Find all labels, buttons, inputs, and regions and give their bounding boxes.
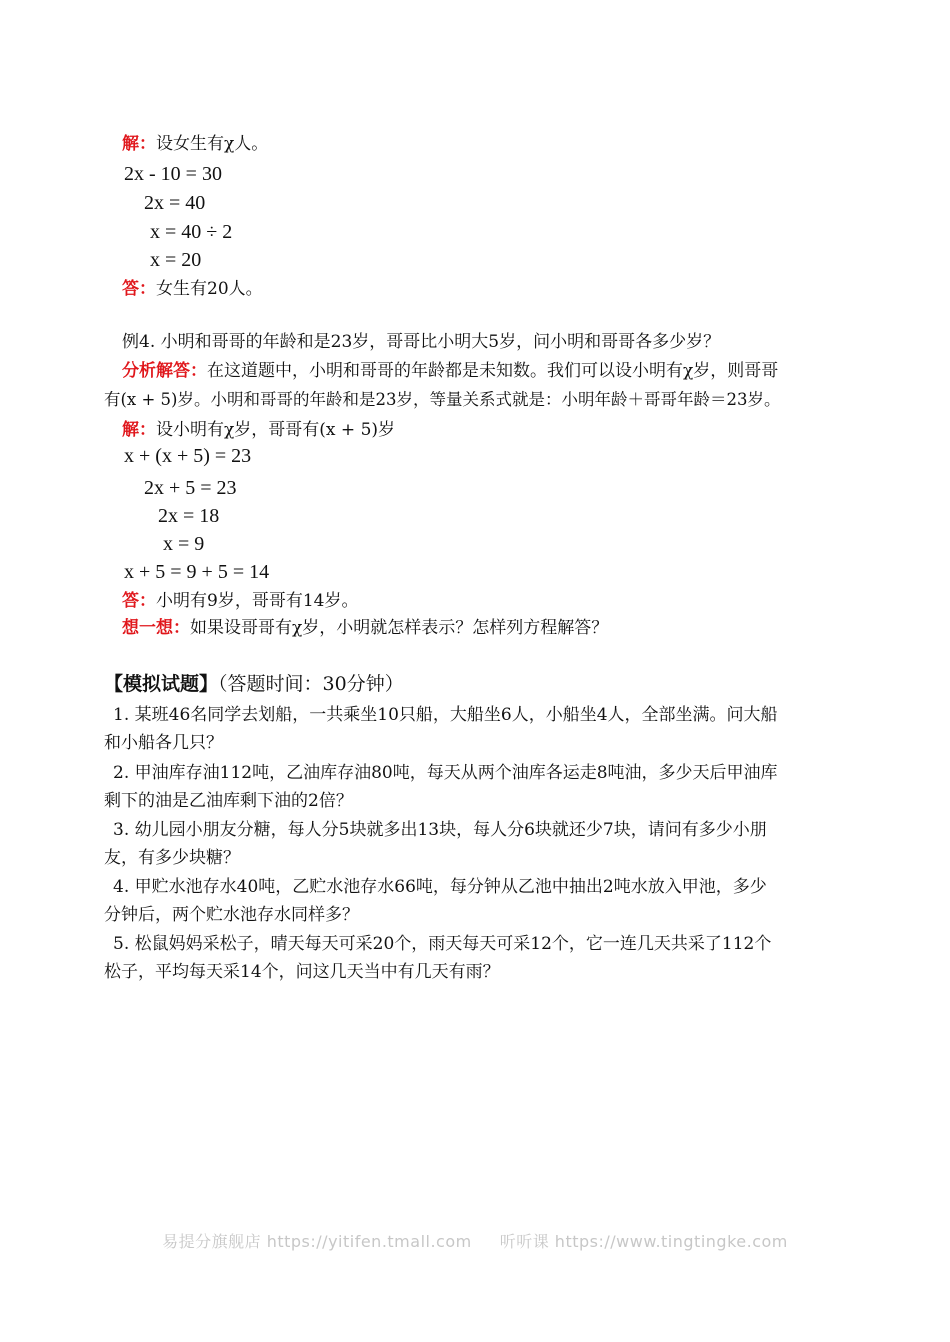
- question-line: 1. 某班46名同学去划船，一共乘坐10只船，大船坐6人，小船坐4人，全部坐满。问大船: [113, 705, 778, 725]
- equation-line: x = 40 ÷ 2: [150, 221, 233, 243]
- equation-line: x + (x + 5) = 23: [124, 445, 252, 467]
- analysis-label: 分析解答：: [122, 361, 207, 381]
- practice-time-note: （答题时间：30分钟）: [218, 673, 404, 695]
- solve-label: 解：: [122, 420, 156, 440]
- practice-title: 【模拟试题】: [104, 673, 219, 695]
- footer-right-link[interactable]: 听听课 https://www.tingtingke.com: [499, 1232, 788, 1251]
- analysis-text: 在这道题中，小明和哥哥的年龄都是未知数。我们可以设小明有χ岁，则哥哥: [207, 361, 779, 381]
- solution-setup: 设女生有χ人。: [156, 134, 269, 154]
- solve-label: 解：: [122, 134, 156, 154]
- think-line: [122, 616, 608, 640]
- equation-line: x = 20: [150, 249, 202, 271]
- footer-left-link[interactable]: 易提分旗舰店 https://yitifen.tmall.com: [162, 1232, 472, 1251]
- solution-setup: 设小明有χ岁，哥哥有(x + 5)岁: [156, 420, 396, 440]
- footer-watermark: [0, 1229, 950, 1252]
- question-line: 和小船各几只？: [104, 733, 223, 753]
- answer-line: [122, 277, 263, 301]
- answer-text: 小明有9岁，哥哥有14岁。: [156, 591, 359, 611]
- equation-line: x = 9: [163, 533, 205, 555]
- question-line: 5. 松鼠妈妈采松子，晴天每天可采20个，雨天每天可采12个，它一连几天共采了112个: [113, 934, 772, 954]
- equation-line: 2x = 18: [158, 505, 220, 527]
- question-line: 4. 甲贮水池存水40吨，乙贮水池存水66吨，每分钟从乙池中抽出2吨水放入甲池，多少: [113, 877, 767, 897]
- question-line: 松子，平均每天采14个，问这几天当中有几天有雨？: [104, 962, 500, 982]
- question-line: 2. 甲油库存油112吨，乙油库存油80吨，每天从两个油库各运走8吨油，多少天后甲油库: [113, 763, 778, 783]
- equation-line: x + 5 = 9 + 5 = 14: [124, 561, 270, 583]
- equation-line: 2x + 5 = 23: [144, 477, 237, 499]
- answer-label: 答：: [122, 279, 156, 299]
- think-label: 想一想：: [122, 618, 190, 638]
- answer-label: 答：: [122, 591, 156, 611]
- equation-line: 2x = 40: [144, 192, 206, 214]
- analysis-continuation: 有(x + 5)岁。小明和哥哥的年龄和是23岁，等量关系式就是：小明年龄＋哥哥年龄＝23岁。: [104, 390, 781, 409]
- question-line: 分钟后，两个贮水池存水同样多？: [104, 905, 359, 925]
- practice-heading: [104, 672, 404, 697]
- question-line: 剩下的油是乙油库剩下油的2倍？: [104, 791, 353, 811]
- think-text: 如果设哥哥有χ岁，小明就怎样表示？怎样列方程解答？: [190, 618, 609, 638]
- solution-line: [122, 418, 395, 442]
- answer-text: 女生有20人。: [156, 279, 263, 299]
- solution-line: [122, 132, 268, 156]
- question-line: 3. 幼儿园小朋友分糖，每人分5块就多出13块，每人分6块就还少7块，请问有多少小朋: [113, 820, 767, 840]
- analysis-line: [122, 359, 778, 383]
- answer-line: [122, 589, 358, 613]
- equation-line: 2x - 10 = 30: [124, 163, 222, 185]
- question-line: 友，有多少块糖？: [104, 848, 240, 868]
- example-question: 例4. 小明和哥哥的年龄和是23岁，哥哥比小明大5岁，问小明和哥哥各多少岁？: [122, 332, 721, 352]
